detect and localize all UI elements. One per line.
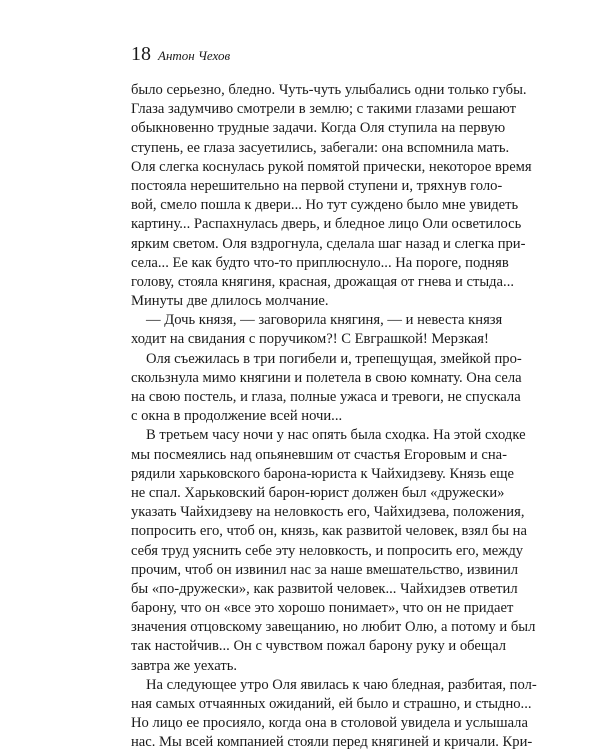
text-line: рядили харьковского барона-юриста к Чайхидзеву. Князь еще [131,465,514,482]
text-line: значения отцовскому завещанию, но любит Олю, а потому и был [131,619,536,636]
text-line: постояла нерешительно на первой ступени и, тряхнув голо- [131,177,503,194]
body-text [131,81,537,753]
text-line: картину... Распахнулась дверь, и бледное лицо Оли осветилось [131,216,522,233]
text-line: ная самых отчаянных ожиданий, ей было и страшно, и стыдно... [131,696,532,712]
text-line: В третьем часу ночи у нас опять была сходка. На этой сходке [146,427,526,444]
page-header [131,44,230,66]
text-line: На следующее утро Оля явилась к чаю бледная, разбитая, пол- [146,676,537,693]
text-line: Глаза задумчиво смотрели в землю; с такими глазами решают [131,101,516,118]
text-line: барону, что он «все это хорошо понимает», что он не придает [131,600,514,617]
text-line: прочим, чтоб он извинил нас за наше вмешательство, извинил [131,561,519,578]
text-line: Но лицо ее просияло, когда она в столовой увидела и услышала [131,715,528,732]
text-line: Оля съежилась в три погибели и, трепещущая, змейкой про- [146,350,522,367]
text-line: — Дочь князя, — заговорила княгиня, — и невеста князя [146,312,503,329]
text-line: Оля слегка коснулась рукой помятой прически, некоторое время [131,158,532,175]
text-line: было серьезно, бледно. Чуть-чуть улыбались одни только губы. [131,82,527,98]
text-line: мы посмеялись над опьяневшим от счастья Егоровым и сна- [131,446,507,463]
text-line: села... Ее как будто что-то приплюснуло... На пороге, подняв [131,254,509,271]
page-number: 18 [131,43,151,65]
text-line: голову, стояла княгиня, красная, дрожащая от гнева и стыда... [131,273,514,290]
text-line: вой, смело пошла к двери... Но тут суждено было мне увидеть [131,197,519,214]
text-line: попросить его, чтоб он, князь, как развитой человек, взял бы на [131,523,527,540]
text-line: нас. Мы всей компанией стояли перед княгиней и кричали. Кри- [131,734,533,751]
text-line: так настойчив... Он с чувством пожал барону руку и обещал [131,638,507,655]
text-line: Минуты две длилось молчание. [131,293,329,310]
text-line: на свою постель, и глаза, полные ужаса и тревоги, не спускала [131,389,521,405]
text-line: завтра же уехать. [131,657,238,674]
text-line: обыкновенно трудные задачи. Когда Оля ступила на первую [131,120,506,137]
text-line: бы «по-дружески», как развитой человек... Чайхидзев ответил [131,580,518,597]
text-line: скользнула мимо княгини и полетела в свою комнату. Она села [131,369,522,386]
text-line: ярким светом. Оля вздрогнула, сделала шаг назад и слегка при- [131,235,526,252]
text-line: себя труд уяснить себе эту неловкость, и попросить его, между [131,542,524,559]
text-line: с окна в продолжение всей ночи... [131,408,343,425]
text-line: указать Чайхидзеву на неловкость его, Чайхидзева, положения, [131,504,525,521]
text-line: ступень, ее глаза засуетились, забегали: она вспомнила мать. [131,139,510,156]
text-line: ходит на свидания с поручиком?! С Евграшкой! Мерзкая! [131,331,489,348]
text-line: не спал. Харьковский барон-юрист должен был «дружески» [131,484,505,501]
running-head-author: Антон Чехов [158,48,231,63]
